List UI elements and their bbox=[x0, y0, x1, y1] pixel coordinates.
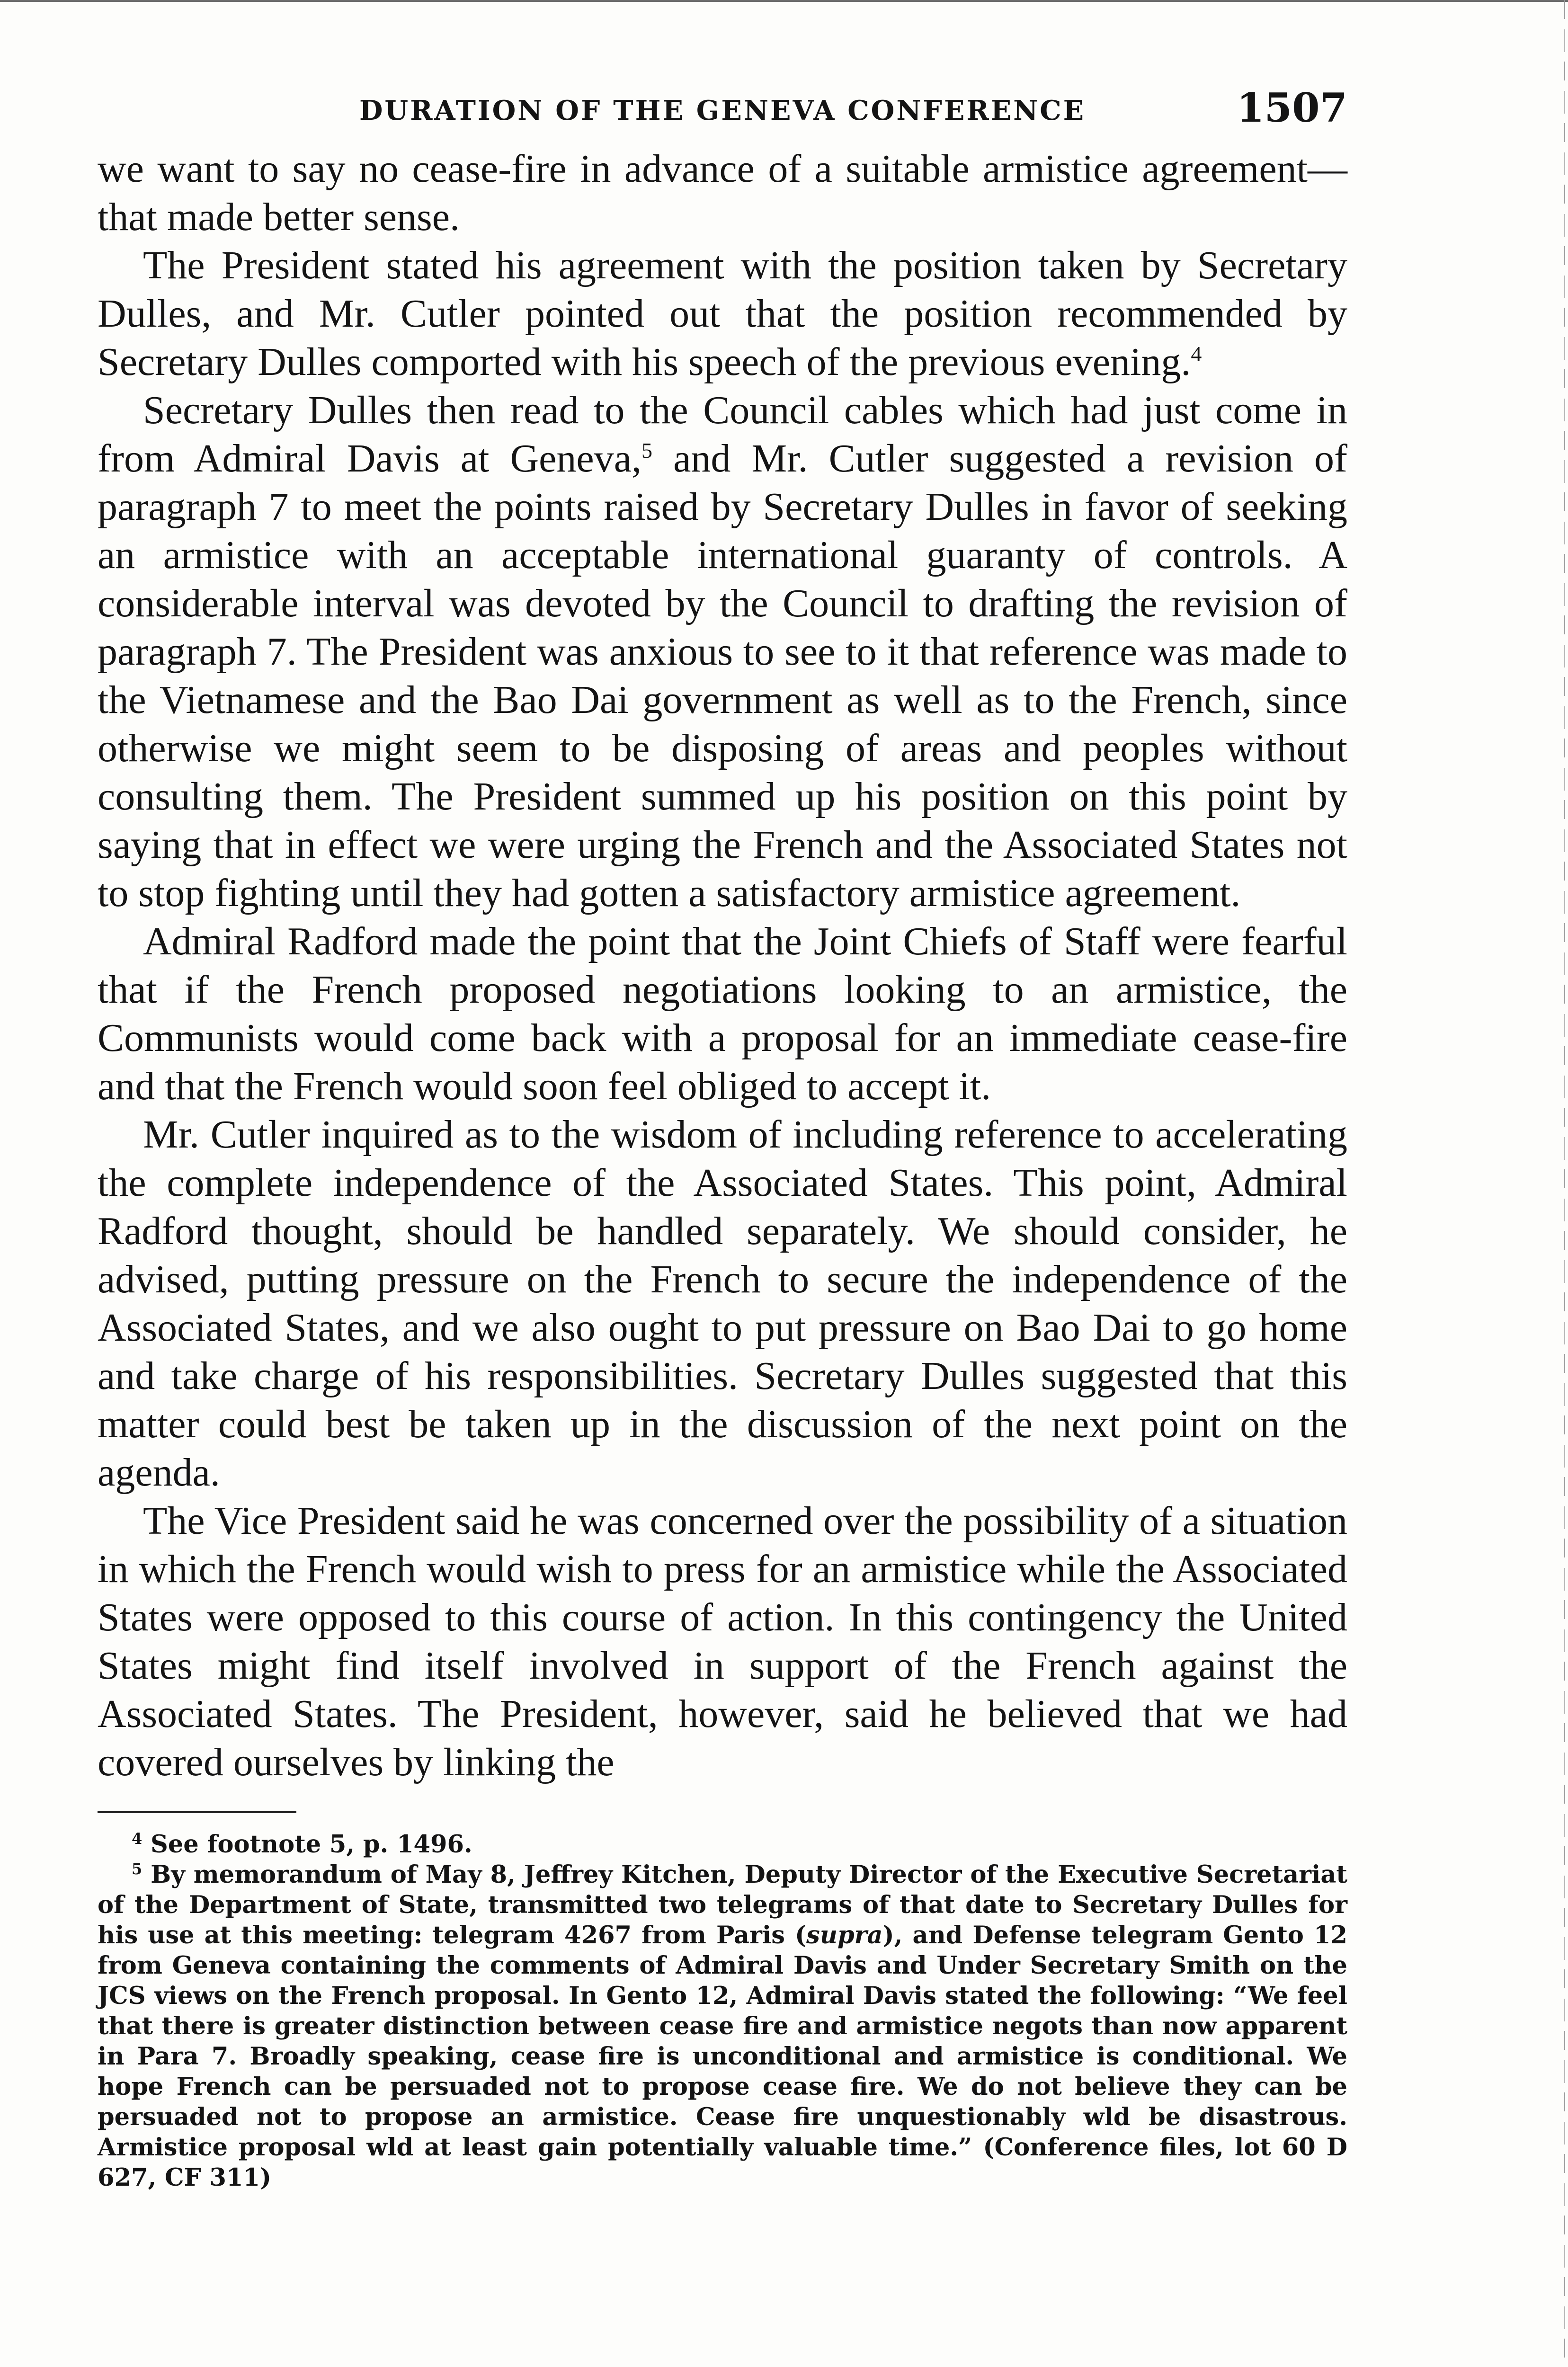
document-page bbox=[98, 84, 1347, 2193]
footnote-ref-5: 5 bbox=[641, 438, 653, 463]
paragraph-6-text: The Vice President said he was concerned over the possibility of a situation in which the French would wish to press for an armistice while the Associated States were opposed to this course of action. In this contingency the United States might find itself involved in support of the French against the Associated States. The President, however, said he believed that we had covered ourselves by linking the bbox=[98, 1499, 1347, 1784]
paragraph-1-text: we want to say no cease-fire in advance of a suitable armistice agreement—that made better sense. bbox=[98, 147, 1347, 239]
paragraph-3-text-a: Secretary Dulles then read to the Council cables which had just come in from Admiral Davis at Geneva, bbox=[98, 388, 1347, 481]
paragraph-5 bbox=[98, 1111, 1347, 1497]
paragraph-4 bbox=[98, 917, 1347, 1111]
footnote-4-text: See footnote 5, p. 1496. bbox=[151, 1830, 472, 1859]
paragraph-2 bbox=[98, 241, 1347, 386]
paragraph-2-text: The President stated his agreement with the position taken by Secretary Dulles, and Mr. Cutler pointed out that the position recommended by Secretary Dulles comported with his speech of the previous evening. bbox=[98, 243, 1347, 384]
footnote-5-supra: supra bbox=[806, 1921, 883, 1949]
paragraph-4-text: Admiral Radford made the point that the Joint Chiefs of Staff were fearful that if the French proposed negotiations looking to an armistice, the Communists would come back with a proposal for an immediate cease-fire and that the French would soon feel obliged to accept it. bbox=[98, 919, 1347, 1108]
footnote-5-mark: 5 bbox=[132, 1860, 143, 1878]
scan-top-edge bbox=[0, 0, 1568, 2]
scan-right-edge bbox=[1564, 0, 1565, 2367]
footnote-divider bbox=[98, 1811, 296, 1813]
paragraph-3 bbox=[98, 386, 1347, 917]
paragraph-1 bbox=[98, 145, 1347, 241]
running-head bbox=[98, 84, 1347, 141]
page-number: 1507 bbox=[1237, 84, 1347, 131]
footnote-5 bbox=[98, 1860, 1347, 2193]
paragraph-3-text-b: and Mr. Cutler suggested a revision of paragraph 7 to meet the points raised by Secretary Dulles in favor of seeking an armistice with an acceptable international guaranty of controls. A considerable interval was devoted by the Council to drafting the revision of paragraph 7. The President was anxious to see to it that reference was made to the Vietnamese and the Bao Dai government as well as to the French, since otherwise we might seem to be disposing of areas and peoples without consulting them. The President summed up his position on this point by saying that in effect we were urging the French and the Associated States not to stop fighting until they had gotten a satisfactory armistice agreement. bbox=[98, 436, 1348, 915]
footnote-4-mark: 4 bbox=[132, 1830, 143, 1848]
footnotes bbox=[98, 1829, 1347, 2193]
footnote-4 bbox=[98, 1829, 1347, 1860]
paragraph-5-text: Mr. Cutler inquired as to the wisdom of including reference to accelerating the complete independence of the Associated States. This point, Admiral Radford thought, should be handled separately. We should consider, he advised, putting pressure on the French to secure the independence of the Associated States, and we also ought to put pressure on Bao Dai to go home and take charge of his responsibilities. Secretary Dulles suggested that this matter could best be taken up in the discussion of the next point on the agenda. bbox=[98, 1112, 1347, 1495]
running-title: DURATION OF THE GENEVA CONFERENCE bbox=[359, 95, 1086, 126]
footnote-ref-4: 4 bbox=[1191, 342, 1202, 366]
body-text bbox=[98, 145, 1347, 1787]
paragraph-6 bbox=[98, 1497, 1347, 1787]
footnote-5-text-b: ), and Defense telegram Gento 12 from Geneva containing the comments of Admiral Davis and Under Secretary Smith on the JCS views on the French proposal. In Gento 12, Admiral Davis stated the following: “We feel that there is greater distinction between cease fire and armistice negots than now apparent in Para 7. Broadly speaking, cease fire is unconditional and armistice is conditional. We hope French can be persuaded not to propose cease fire. We do not believe they can be persuaded not to propose an armistice. Cease fire unquestionably wld be disastrous. Armistice proposal wld at least gain potentially valuable time.” (Conference files, lot 60 D 627, CF 311) bbox=[98, 1921, 1347, 2192]
footnote-5-text-a: By memorandum of May 8, Jeffrey Kitchen, Deputy Director of the Executive Secretariat of the Department of State, transmitted two telegrams of that date to Secretary Dulles for his use at this meeting: telegram 4267 from Paris ( bbox=[98, 1860, 1347, 1949]
